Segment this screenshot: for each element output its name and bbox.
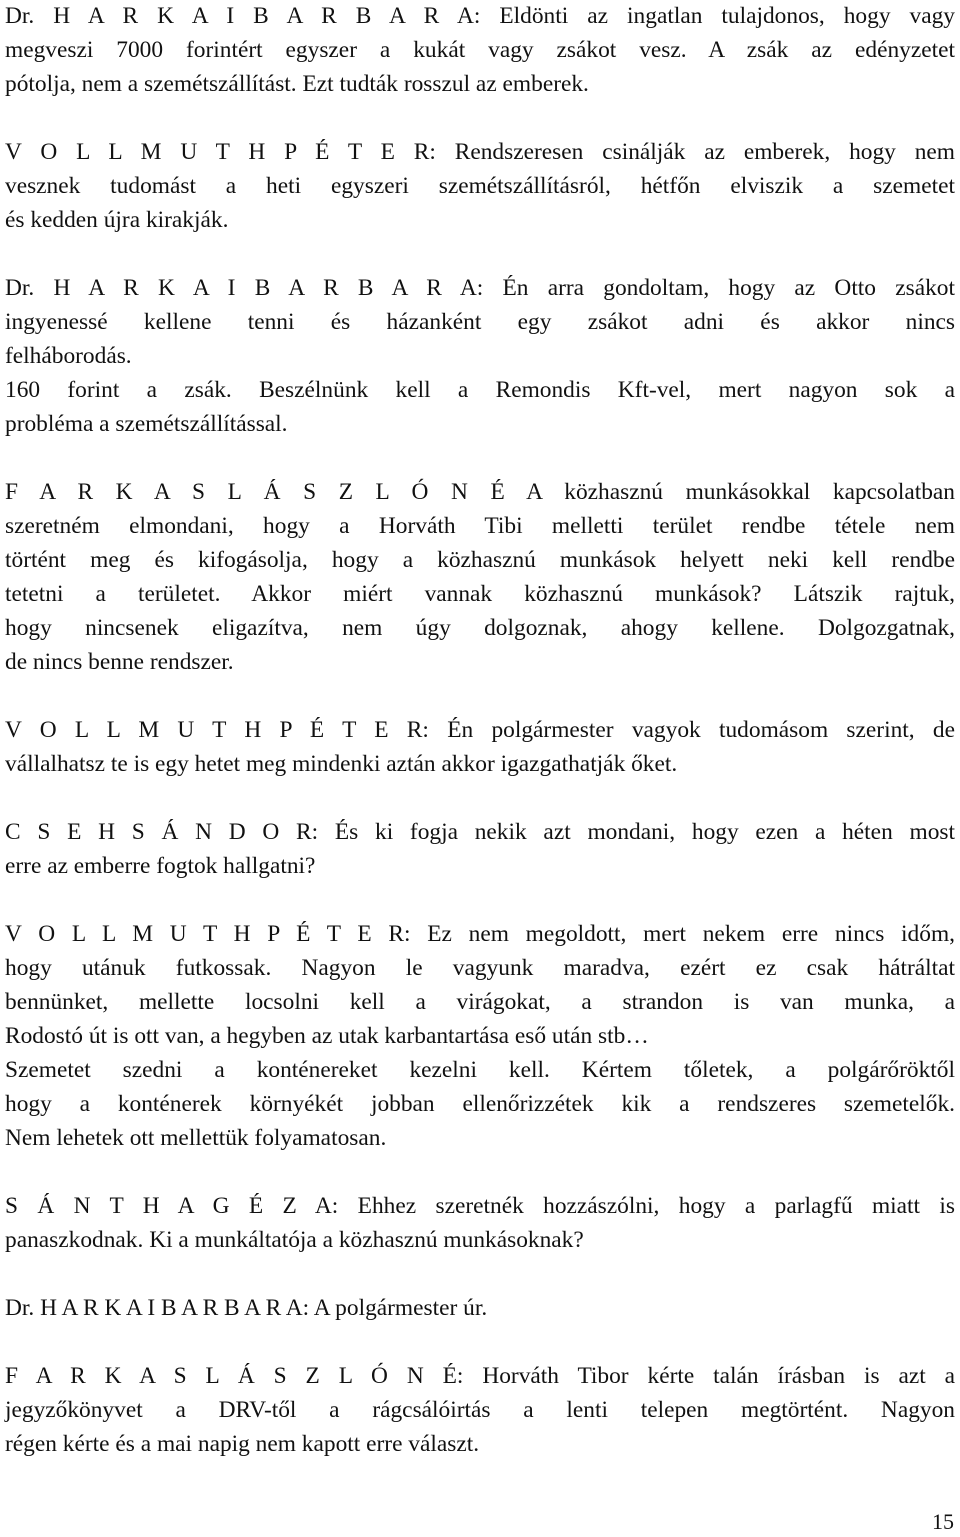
document-page (5, 0, 955, 1461)
paragraph-line: Dr. H A R K A I B A R B A R A: A polgármester úr. (5, 1295, 488, 1321)
paragraph-line: probléma a szemétszállítással. (5, 411, 288, 437)
paragraph-cseh (5, 815, 955, 883)
paragraph-line: hogy a konténerek környékét jobban ellenőrizzétek kik a rendszeres szemetelők. (5, 1091, 955, 1117)
paragraph-line: de nincs benne rendszer. (5, 649, 234, 675)
paragraph-line: erre az emberre fogtok hallgatni? (5, 853, 316, 879)
paragraph-gap (5, 781, 955, 815)
paragraph-line: F A R K A S L Á S Z L Ó N É: Horváth Tibor kérte talán írásban is azt a (5, 1363, 955, 1389)
paragraph-line: és kedden újra kirakják. (5, 207, 229, 233)
paragraph-line: vállalhatsz te is egy hetet meg mindenki aztán akkor igazgathatják őket. (5, 751, 678, 777)
paragraph-harkai-3 (5, 1291, 955, 1325)
paragraph-line: felháborodás. (5, 343, 132, 369)
paragraph-line: tetetni a területet. Akkor miért vannak közhasznú munkások? Látszik rajtuk, (5, 581, 955, 607)
paragraph-gap (5, 1155, 955, 1189)
paragraph-line: jegyzőkönyvet a DRV-től a rágcsálóirtás a lenti telepen megtörtént. Nagyon (5, 1397, 955, 1423)
paragraph-line: V O L L M U T H P É T E R: Rendszeresen csinálják az emberek, hogy nem (5, 139, 955, 165)
paragraph-line: V O L L M U T H P É T E R: Én polgármester vagyok tudomásom szerint, de (5, 717, 955, 743)
paragraph-line: bennünket, mellette locsolni kell a virágokat, a strandon is van munka, a (5, 989, 955, 1015)
paragraph-harkai-1 (5, 0, 955, 101)
paragraph-line: C S E H S Á N D O R: És ki fogja nekik azt mondani, hogy ezen a héten most (5, 819, 955, 845)
paragraph-vollmuth-3 (5, 917, 955, 1155)
paragraph-line: panaszkodnak. Ki a munkáltatója a közhasznú munkásoknak? (5, 1227, 584, 1253)
paragraph-santha (5, 1189, 955, 1257)
paragraph-line: vesznek tudomást a heti egyszeri szemétszállításról, hétfőn elviszik a szemetet (5, 173, 955, 199)
paragraph-line: régen kérte és a mai napig nem kapott erre választ. (5, 1431, 480, 1457)
paragraph-vollmuth-1 (5, 135, 955, 237)
paragraph-line: Dr. H A R K A I B A R B A R A: Én arra gondoltam, hogy az Otto zsákot (5, 275, 955, 301)
paragraph-gap (5, 1257, 955, 1291)
page-number: 15 (932, 1509, 954, 1534)
paragraph-line: Dr. H A R K A I B A R B A R A: Eldönti az ingatlan tulajdonos, hogy vagy (5, 3, 955, 29)
paragraph-farkas-1 (5, 475, 955, 679)
paragraph-gap (5, 101, 955, 135)
paragraph-gap (5, 441, 955, 475)
paragraph-line: pótolja, nem a szemétszállítást. Ezt tudták rosszul az emberek. (5, 71, 589, 97)
paragraph-line: 160 forint a zsák. Beszélnünk kell a Remondis Kft-vel, mert nagyon sok a (5, 377, 955, 403)
paragraph-line: szeretném elmondani, hogy a Horváth Tibi melletti terület rendbe tétele nem (5, 513, 955, 539)
paragraph-line: ingyenessé kellene tenni és házanként egy zsákot adni és akkor nincs (5, 309, 955, 335)
paragraph-line: F A R K A S L Á S Z L Ó N É A közhasznú munkásokkal kapcsolatban (5, 479, 955, 505)
paragraph-line: hogy nincsenek eligazítva, nem úgy dolgoznak, ahogy kellene. Dolgozgatnak, (5, 615, 955, 641)
paragraph-gap (5, 679, 955, 713)
paragraph-line: S Á N T H A G É Z A: Ehhez szeretnék hozzászólni, hogy a parlagfű miatt is (5, 1193, 955, 1219)
paragraph-line: Nem lehetek ott mellettük folyamatosan. (5, 1125, 387, 1151)
paragraph-line: megveszi 7000 forintért egyszer a kukát vagy zsákot vesz. A zsák az edényzetet (5, 37, 955, 63)
paragraph-gap (5, 883, 955, 917)
paragraph-line: történt meg és kifogásolja, hogy a közhasznú munkások helyett neki kell rendbe (5, 547, 955, 573)
paragraph-line: Rodostó út is ott van, a hegyben az utak karbantartása eső után stb… (5, 1023, 649, 1049)
paragraph-line: V O L L M U T H P É T E R: Ez nem megoldott, mert nekem erre nincs időm, (5, 921, 955, 947)
paragraph-farkas-2 (5, 1359, 955, 1461)
paragraph-harkai-2 (5, 271, 955, 441)
paragraph-vollmuth-2 (5, 713, 955, 781)
paragraph-line: Szemetet szedni a konténereket kezelni kell. Kértem tőletek, a polgárőröktől (5, 1057, 955, 1083)
paragraph-gap (5, 237, 955, 271)
paragraph-line: hogy utánuk futkossak. Nagyon le vagyunk maradva, ezért ez csak hátráltat (5, 955, 955, 981)
paragraph-gap (5, 1325, 955, 1359)
